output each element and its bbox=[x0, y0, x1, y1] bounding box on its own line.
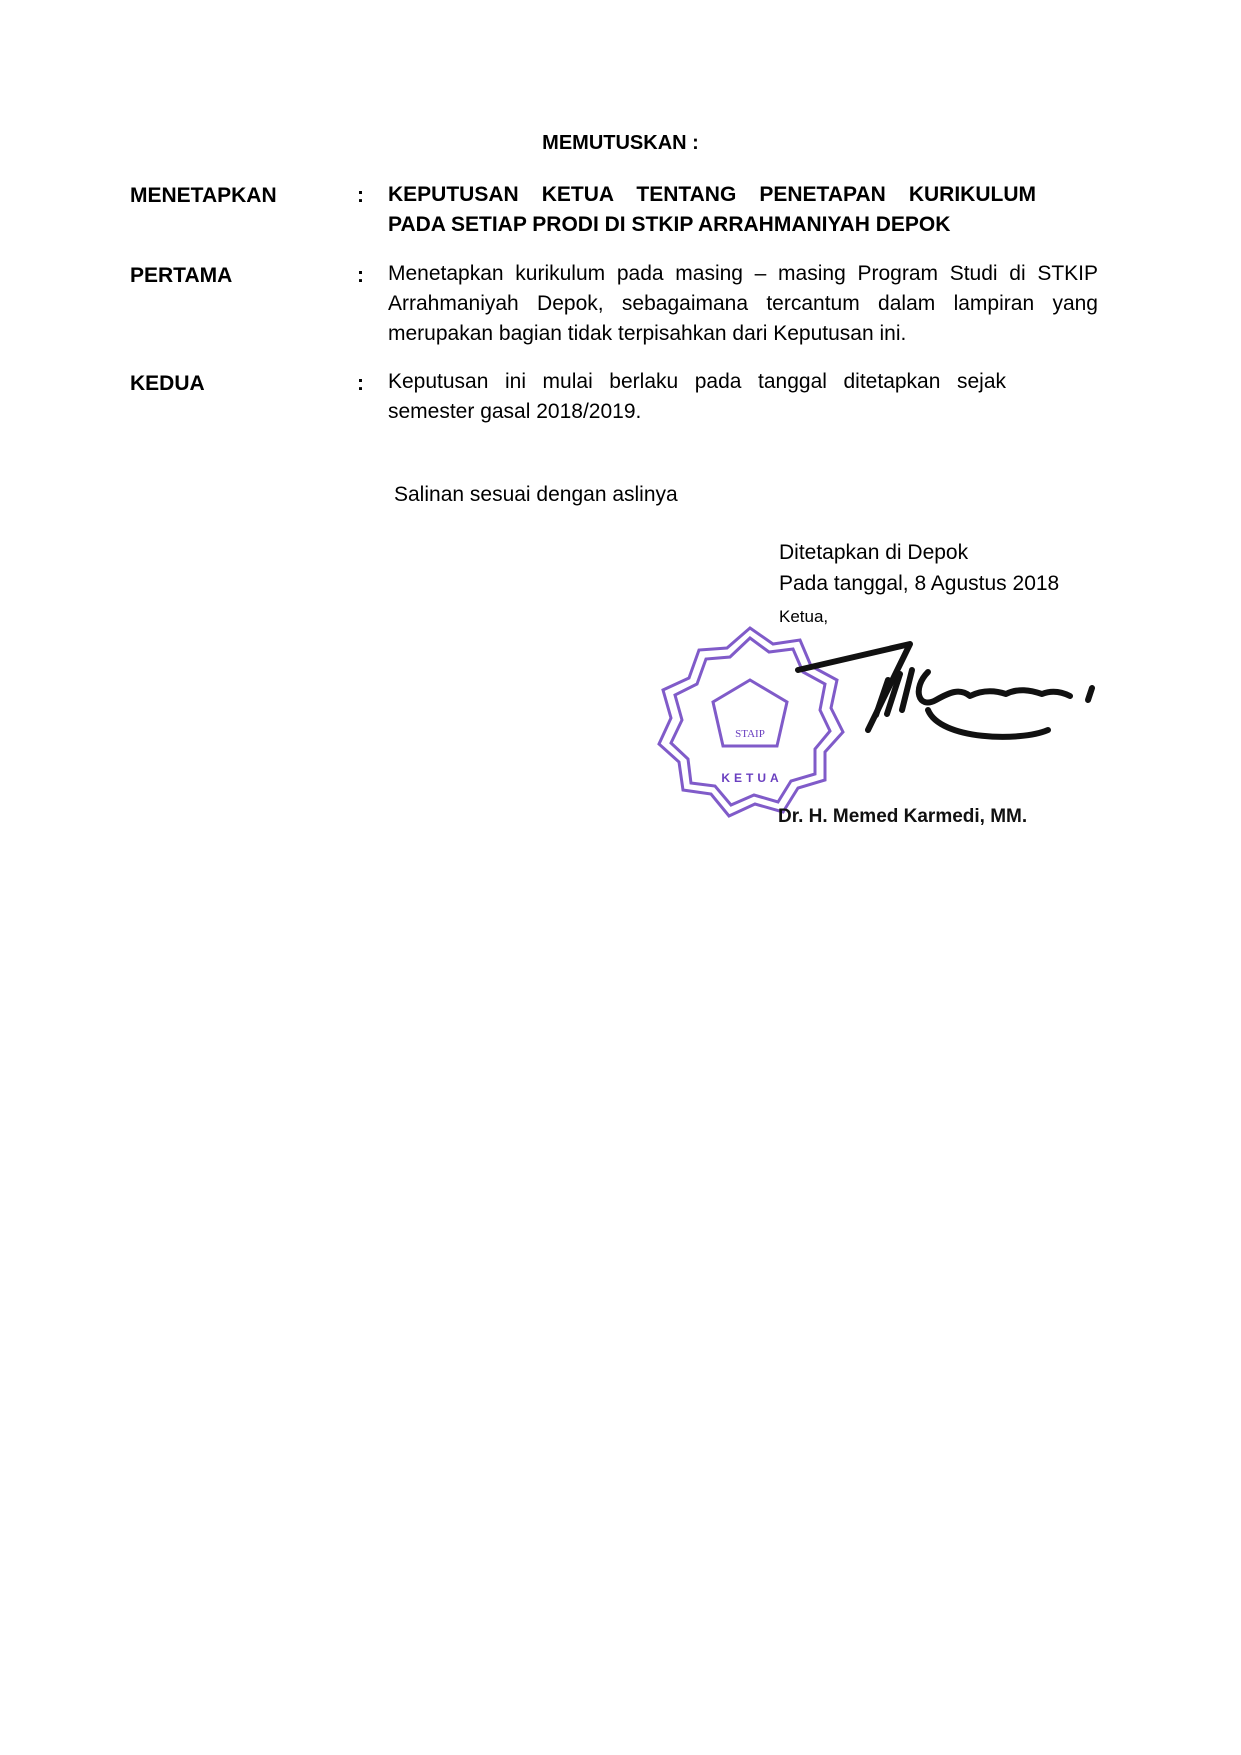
stamp-bottom-text: KETUA bbox=[721, 771, 783, 785]
page-heading: MEMUTUSKAN : bbox=[542, 132, 699, 154]
section-colon: : bbox=[357, 264, 364, 287]
signatory-name: Dr. H. Memed Karmedi, MM. bbox=[778, 806, 1028, 827]
copy-note: Salinan sesuai dengan aslinya bbox=[394, 483, 678, 506]
content-line: Arrahmaniyah Depok, sebagaimana tercantum dalam lampiran yang bbox=[388, 292, 1098, 315]
signature-position: Ketua, bbox=[779, 607, 829, 626]
content-line: Keputusan ini mulai berlaku pada tanggal ditetapkan sejak bbox=[388, 370, 1006, 393]
content-line: Menetapkan kurikulum pada masing – masing Program Studi di STKIP bbox=[388, 262, 1098, 285]
section-content-pertama bbox=[388, 259, 1098, 349]
content-line: PADA SETIAP PRODI DI STKIP ARRAHMANIYAH DEPOK bbox=[388, 213, 951, 236]
content-line: semester gasal 2018/2019. bbox=[388, 400, 642, 423]
section-content-kedua bbox=[388, 367, 1006, 427]
section-label-pertama: PERTAMA bbox=[130, 264, 233, 287]
section-label-kedua: KEDUA bbox=[130, 372, 205, 395]
signature-date: Pada tanggal, 8 Agustus 2018 bbox=[779, 572, 1060, 595]
stamp-center-text: STAIP bbox=[735, 728, 765, 740]
content-line: KEPUTUSAN KETUA TENTANG PENETAPAN KURIKULUM bbox=[388, 183, 1036, 206]
section-colon: : bbox=[357, 372, 364, 395]
signature-scribble-icon bbox=[790, 630, 1110, 750]
section-content-menetapkan bbox=[388, 180, 1036, 240]
section-label-menetapkan: MENETAPKAN bbox=[130, 184, 277, 207]
signature-place: Ditetapkan di Depok bbox=[779, 541, 969, 564]
section-colon: : bbox=[357, 184, 364, 207]
content-line: merupakan bagian tidak terpisahkan dari Keputusan ini. bbox=[388, 322, 907, 345]
